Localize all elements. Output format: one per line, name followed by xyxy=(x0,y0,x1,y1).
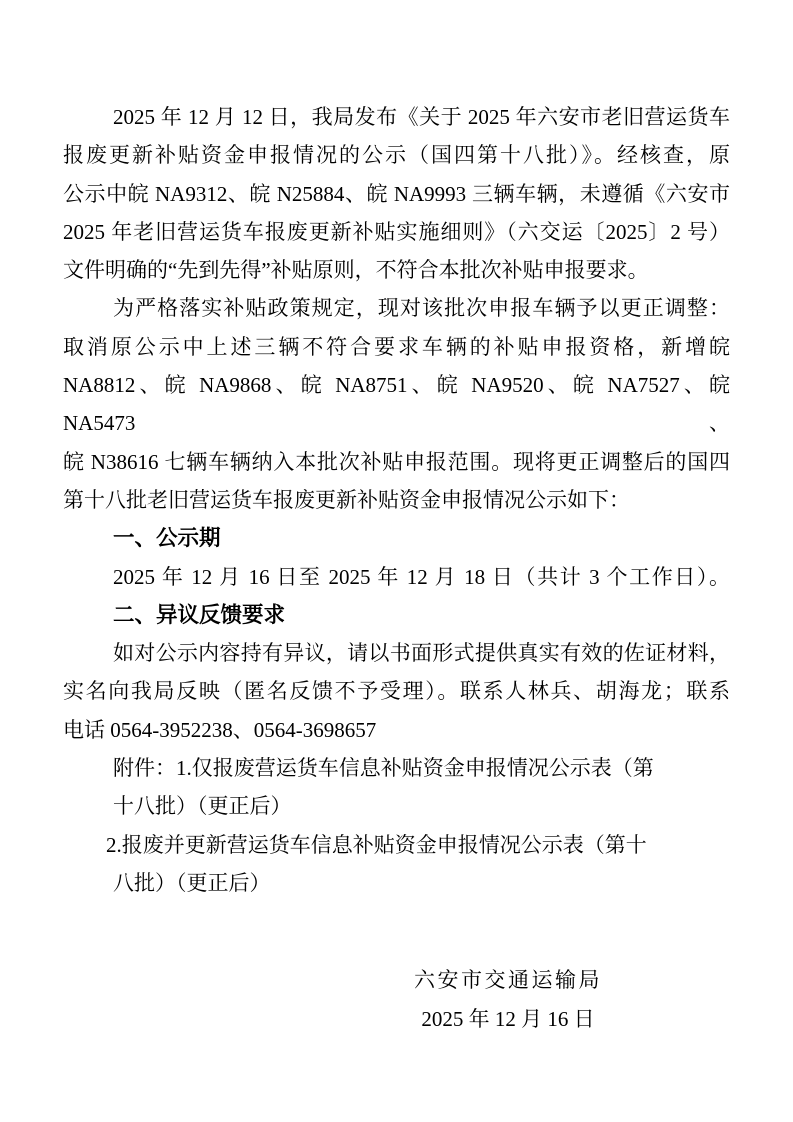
paragraph-1-line: 2025 年老旧营运货车报废更新补贴实施细则》（六交运〔2025〕2 号） xyxy=(63,219,730,244)
paragraph-2-line: NA8812、皖 NA9868、皖 NA8751、皖 NA9520、皖 NA7527、皖 NA5473、 xyxy=(63,373,730,436)
attachment-line: 八批）（更正后） xyxy=(113,870,271,895)
attachment-line: 附件：1.仅报废营运货车信息补贴资金申报情况公示表（第 xyxy=(113,756,654,781)
signature-date: 2025 年 12 月 16 日 xyxy=(421,1006,595,1031)
signature-issuer: 六安市交通运输局 xyxy=(414,968,602,993)
section-2-line: 如对公示内容持有异议，请以书面形式提供真实有效的佐证材料， xyxy=(113,641,730,666)
paragraph-2-line: 皖 N38616 七辆车辆纳入本批次补贴申报范围。现将更正调整后的国四 xyxy=(63,449,730,474)
attachment-line: 2.报废并更新营运货车信息补贴资金申报情况公示表（第十 xyxy=(106,832,647,857)
section-1-heading: 一、公示期 xyxy=(113,526,221,551)
paragraph-2-line: 第十八批老旧营运货车报废更新补贴资金申报情况公示如下： xyxy=(63,487,630,512)
section-2-heading: 二、异议反馈要求 xyxy=(113,602,286,627)
contact-phone-line: 电话 0564-3952238、0564-3698657 xyxy=(63,717,377,742)
signature-block xyxy=(63,961,730,1038)
paragraph-1-line: 报废更新补贴资金申报情况的公示（国四第十八批）》。经核查，原 xyxy=(63,143,730,168)
signature-inner xyxy=(414,961,602,1038)
paragraph-1-line: 文件明确的“先到先得”补贴原则，不符合本批次补贴申报要求。 xyxy=(63,258,649,283)
paragraph-1-line: 公示中皖 NA9312、皖 N25884、皖 NA9993 三辆车辆，未遵循《六安市 xyxy=(63,181,730,206)
paragraph-1-line: 2025 年 12 月 12 日，我局发布《关于 2025 年六安市老旧营运货车 xyxy=(113,105,730,129)
paragraph-2-line: 取消原公示中上述三辆不符合要求车辆的补贴申报资格，新增皖 xyxy=(63,334,730,359)
section-1-line: 2025 年 12 月 16 日至 2025 年 12 月 18 日（共计 3 个工作日）。 xyxy=(113,564,730,589)
attachment-line: 十八批）（更正后） xyxy=(113,794,292,819)
paragraph-2-line: 为严格落实补贴政策规定，现对该批次申报车辆予以更正调整： xyxy=(113,296,730,321)
section-2-line: 实名向我局反映（匿名反馈不予受理）。联系人林兵、胡海龙；联系 xyxy=(63,679,730,704)
